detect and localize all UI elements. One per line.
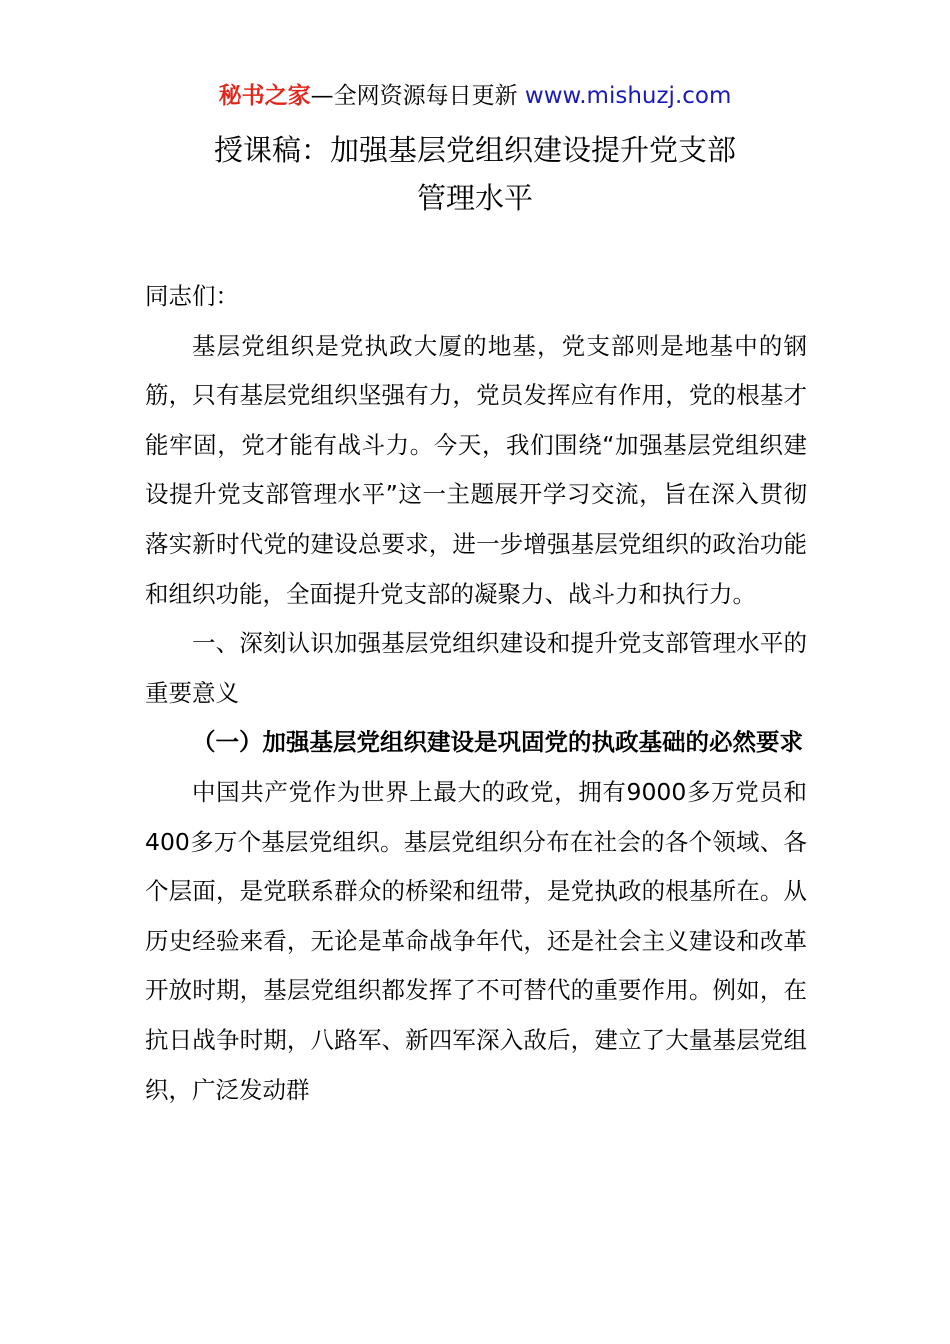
- site-brand: 秘书之家: [218, 83, 311, 109]
- site-header: [0, 80, 950, 112]
- salutation: 同志们：: [145, 282, 239, 310]
- intro-paragraph: 基层党组织是党执政大厦的地基，党支部则是地基中的钢筋，只有基层党组织坚强有力，党员发挥应有作用，党的根基才能牢固，党才能有战斗力。今天，我们围绕“加强基层党组织建设提升党支部管理水平”这一主题展开学习交流，旨在深入贯彻落实新时代党的建设总要求，进一步增强基层党组织的政治功能和组织功能，全面提升党支部的凝聚力、战斗力和执行力。: [145, 331, 807, 608]
- body-paragraph: 中国共产党作为世界上最大的政党，拥有9000多万党员和400多万个基层党组织。基层党组织分布在社会的各个领域、各个层面，是党联系群众的桥梁和纽带，是党执政的根基所在。从历史经验来看，无论是革命战争年代，还是社会主义建设和改革开放时期，基层党组织都发挥了不可替代的重要作用。例如，在抗日战争时期，八路军、新四军深入敌后，建立了大量基层党组织，广泛发动群: [145, 777, 807, 1104]
- section-heading-1: 一、深刻认识加强基层党组织建设和提升党支部管理水平的重要意义: [145, 629, 807, 707]
- site-url-link[interactable]: www.mishuzj.com: [524, 83, 732, 109]
- subsection-heading-1: （一）加强基层党组织建设是巩固党的执政基础的必然要求: [192, 728, 803, 757]
- site-tagline: —全网资源每日更新: [310, 83, 525, 109]
- title-line-2: 管理水平: [416, 181, 533, 215]
- document-title: [0, 126, 950, 222]
- title-line-1: 授课稿：加强基层党组织建设提升党支部: [213, 133, 736, 167]
- document-body: [145, 272, 807, 1115]
